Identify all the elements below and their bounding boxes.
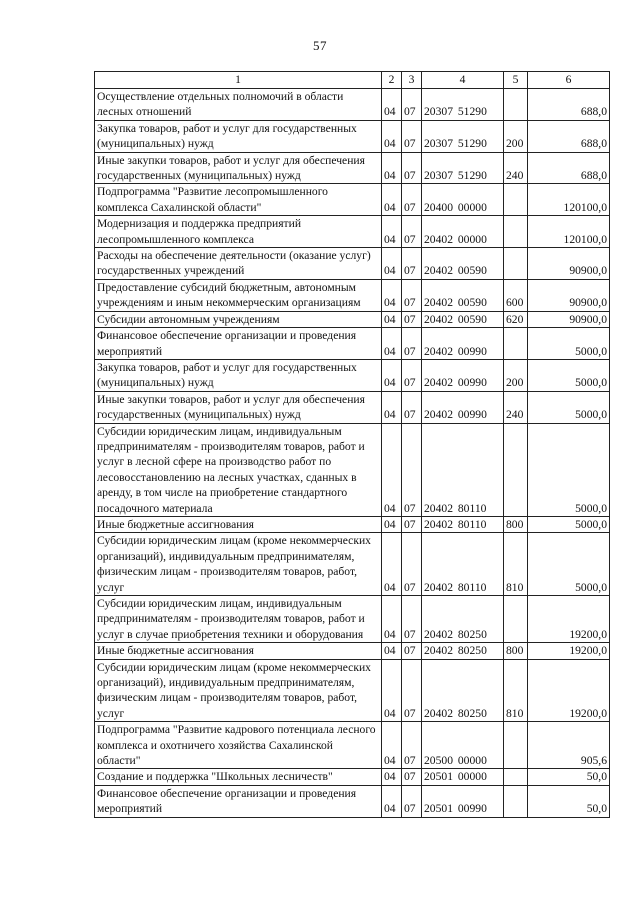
table-row [95,216,610,248]
expense-type-cell [504,423,528,516]
table-row [95,659,610,722]
expense-type-cell [504,722,528,769]
expense-name-cell: Создание и поддержка "Школьных лесничеств" [95,769,382,785]
amount-cell: 120100,0 [528,184,610,216]
expense-type-cell [504,89,528,121]
amount-cell: 688,0 [528,120,610,152]
section-code-cell: 04 [382,785,402,817]
section-code-cell: 04 [382,659,402,722]
expense-type-cell: 800 [504,516,528,532]
table-row [95,89,610,121]
target-article-cell: 20402 00590 [422,311,504,327]
table-row [95,516,610,532]
table-row [95,391,610,423]
table-row [95,120,610,152]
amount-cell: 905,6 [528,722,610,769]
table-row [95,359,610,391]
expense-type-cell [504,216,528,248]
amount-cell: 90900,0 [528,248,610,280]
target-article-cell: 20501 00000 [422,769,504,785]
table-row [95,423,610,516]
section-code-cell: 04 [382,89,402,121]
expense-name-cell: Иные бюджетные ассигнования [95,516,382,532]
amount-cell: 5000,0 [528,423,610,516]
section-code-cell: 04 [382,516,402,532]
target-article-cell: 20402 80250 [422,596,504,643]
subsection-code-cell: 07 [402,248,422,280]
subsection-code-cell: 07 [402,785,422,817]
expense-type-cell [504,769,528,785]
expense-type-cell [504,328,528,360]
budget-table [94,71,610,818]
section-code-cell: 04 [382,643,402,659]
expense-type-cell: 200 [504,120,528,152]
expense-type-cell: 200 [504,359,528,391]
amount-cell: 120100,0 [528,216,610,248]
table-row [95,533,610,596]
target-article-cell: 20402 80110 [422,533,504,596]
subsection-code-cell: 07 [402,328,422,360]
expense-name-cell: Финансовое обеспечение организации и проведения мероприятий [95,785,382,817]
expense-type-cell: 810 [504,659,528,722]
subsection-code-cell: 07 [402,184,422,216]
expense-type-cell [504,785,528,817]
target-article-cell: 20307 51290 [422,152,504,184]
expense-name-cell: Субсидии юридическим лицам (кроме некоммерческих организаций), индивидуальным предпринимателям, физическим лицам - производителям товаров, работ, услуг [95,659,382,722]
amount-cell: 19200,0 [528,596,610,643]
amount-cell: 5000,0 [528,516,610,532]
section-code-cell: 04 [382,216,402,248]
table-row [95,785,610,817]
target-article-cell: 20402 80110 [422,516,504,532]
expense-name-cell: Субсидии юридическим лицам, индивидуальным предпринимателям - производителям товаров, работ и услуг в лесной сфере на производство работ по лесовосстановлению на лесных участках, сданных в аренду, в том числе на приобретение стандартного посадочного материала [95,423,382,516]
table-row [95,311,610,327]
amount-cell: 50,0 [528,769,610,785]
target-article-cell: 20402 80110 [422,423,504,516]
header-col-6: 6 [528,72,610,89]
section-code-cell: 04 [382,359,402,391]
target-article-cell: 20402 00990 [422,359,504,391]
target-article-cell: 20400 00000 [422,184,504,216]
target-article-cell: 20402 00000 [422,216,504,248]
table-row [95,184,610,216]
target-article-cell: 20307 51290 [422,89,504,121]
subsection-code-cell: 07 [402,423,422,516]
amount-cell: 50,0 [528,785,610,817]
section-code-cell: 04 [382,423,402,516]
target-article-cell: 20402 00590 [422,279,504,311]
subsection-code-cell: 07 [402,659,422,722]
subsection-code-cell: 07 [402,516,422,532]
subsection-code-cell: 07 [402,722,422,769]
subsection-code-cell: 07 [402,359,422,391]
amount-cell: 688,0 [528,152,610,184]
expense-name-cell: Закупка товаров, работ и услуг для государственных (муниципальных) нужд [95,359,382,391]
expense-name-cell: Иные бюджетные ассигнования [95,643,382,659]
expense-name-cell: Иные закупки товаров, работ и услуг для обеспечения государственных (муниципальных) нужд [95,152,382,184]
expense-type-cell: 800 [504,643,528,659]
expense-name-cell: Осуществление отдельных полномочий в области лесных отношений [95,89,382,121]
amount-cell: 90900,0 [528,279,610,311]
section-code-cell: 04 [382,722,402,769]
expense-type-cell: 240 [504,152,528,184]
subsection-code-cell: 07 [402,216,422,248]
section-code-cell: 04 [382,311,402,327]
section-code-cell: 04 [382,596,402,643]
expense-name-cell: Субсидии юридическим лицам, индивидуальным предпринимателям - производителям товаров, работ и услуг в случае приобретения техники и оборудования [95,596,382,643]
section-code-cell: 04 [382,769,402,785]
subsection-code-cell: 07 [402,769,422,785]
expense-name-cell: Субсидии автономным учреждениям [95,311,382,327]
subsection-code-cell: 07 [402,120,422,152]
expense-type-cell [504,248,528,280]
table-row [95,248,610,280]
header-col-2: 2 [382,72,402,89]
section-code-cell: 04 [382,152,402,184]
amount-cell: 5000,0 [528,359,610,391]
target-article-cell: 20402 80250 [422,659,504,722]
expense-name-cell: Подпрограмма "Развитие лесопромышленного комплекса Сахалинской области" [95,184,382,216]
header-col-4: 4 [422,72,504,89]
expense-name-cell: Закупка товаров, работ и услуг для государственных (муниципальных) нужд [95,120,382,152]
expense-name-cell: Подпрограмма "Развитие кадрового потенциала лесного комплекса и охотничего хозяйства Сахалинской области" [95,722,382,769]
subsection-code-cell: 07 [402,596,422,643]
table-row [95,769,610,785]
table-body [95,89,610,818]
section-code-cell: 04 [382,120,402,152]
header-col-5: 5 [504,72,528,89]
header-col-3: 3 [402,72,422,89]
subsection-code-cell: 07 [402,279,422,311]
expense-name-cell: Расходы на обеспечение деятельности (оказание услуг) государственных учреждений [95,248,382,280]
expense-name-cell: Иные закупки товаров, работ и услуг для обеспечения государственных (муниципальных) нужд [95,391,382,423]
subsection-code-cell: 07 [402,89,422,121]
section-code-cell: 04 [382,279,402,311]
section-code-cell: 04 [382,391,402,423]
expense-name-cell: Субсидии юридическим лицам (кроме некоммерческих организаций), индивидуальным предпринимателям, физическим лицам - производителям товаров, работ, услуг [95,533,382,596]
expense-type-cell: 620 [504,311,528,327]
section-code-cell: 04 [382,328,402,360]
expense-type-cell [504,596,528,643]
table-row [95,643,610,659]
section-code-cell: 04 [382,533,402,596]
expense-type-cell: 810 [504,533,528,596]
table-header-row [95,72,610,89]
amount-cell: 19200,0 [528,643,610,659]
subsection-code-cell: 07 [402,152,422,184]
target-article-cell: 20402 80250 [422,643,504,659]
amount-cell: 5000,0 [528,328,610,360]
header-col-1: 1 [95,72,382,89]
expense-name-cell: Предоставление субсидий бюджетным, автономным учреждениям и иным некоммерческим организациям [95,279,382,311]
table-row [95,279,610,311]
expense-type-cell: 600 [504,279,528,311]
expense-type-cell [504,184,528,216]
table-row [95,596,610,643]
target-article-cell: 20402 00990 [422,391,504,423]
target-article-cell: 20500 00000 [422,722,504,769]
expense-type-cell: 240 [504,391,528,423]
target-article-cell: 20307 51290 [422,120,504,152]
target-article-cell: 20402 00590 [422,248,504,280]
page-number: 57 [313,38,327,53]
target-article-cell: 20501 00990 [422,785,504,817]
expense-name-cell: Финансовое обеспечение организации и проведения мероприятий [95,328,382,360]
subsection-code-cell: 07 [402,643,422,659]
amount-cell: 5000,0 [528,391,610,423]
table-row [95,328,610,360]
amount-cell: 19200,0 [528,659,610,722]
subsection-code-cell: 07 [402,311,422,327]
table-row [95,722,610,769]
subsection-code-cell: 07 [402,391,422,423]
table-row [95,152,610,184]
subsection-code-cell: 07 [402,533,422,596]
amount-cell: 5000,0 [528,533,610,596]
amount-cell: 688,0 [528,89,610,121]
amount-cell: 90900,0 [528,311,610,327]
expense-name-cell: Модернизация и поддержка предприятий лесопромышленного комплекса [95,216,382,248]
target-article-cell: 20402 00990 [422,328,504,360]
section-code-cell: 04 [382,248,402,280]
section-code-cell: 04 [382,184,402,216]
